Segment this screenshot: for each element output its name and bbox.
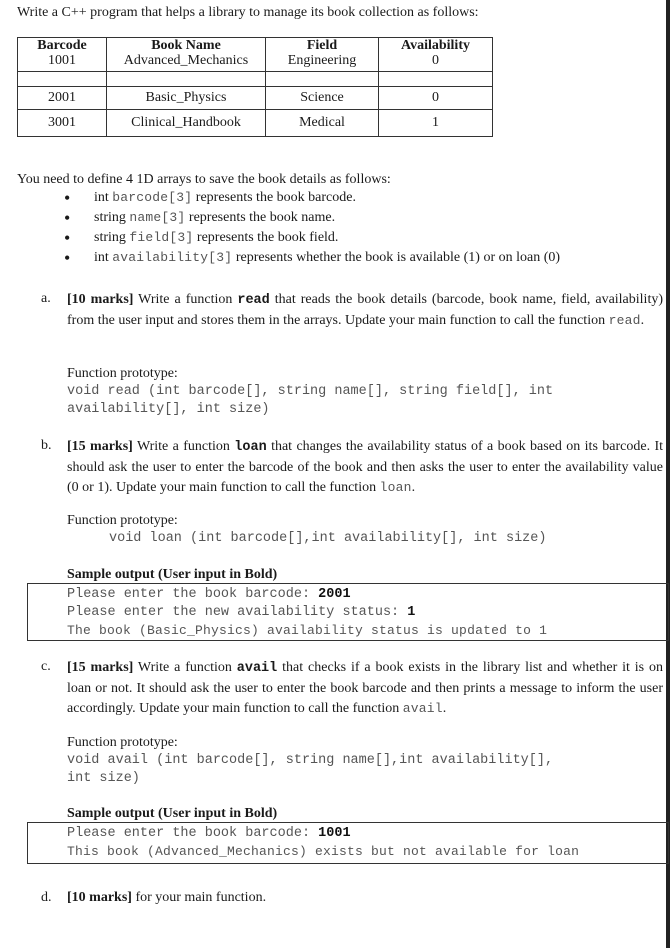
table-row [18,53,493,72]
part-c-sample-label: Sample output (User input in Bold) [67,806,278,821]
table-spacer-row [18,72,493,87]
header-availability: Availability [379,38,493,54]
part-d-description: [10 marks] for your main function. [67,890,267,905]
list-item: • int availability[3] represents whether the book is available (1) or on loan (0) [60,248,560,268]
part-b-letter: b. [41,438,52,453]
part-d-letter: d. [41,890,52,905]
book-table [17,37,493,137]
table-row [18,110,493,137]
part-b-proto-line1: void loan (int barcode[],int availability[], int size) [109,531,547,546]
scan-edge [666,0,670,948]
part-b-proto-label: Function prototype: [67,513,178,528]
table-header-row [18,38,493,54]
header-book-name: Book Name [107,38,266,54]
part-c-proto-line1: void avail (int barcode[], string name[],int availability[], [67,753,554,768]
part-b-description: [15 marks] Write a function loan that changes the availability status of a book based on its barcode. It should ask the user to enter the barcode of the book and then asks the user to enter the availability value (0 or 1). Update your main function to call the function loan. [67,439,664,495]
intro-text: Write a C++ program that helps a library to manage its book collection as follows: [17,5,479,20]
cell-availability: 1 [379,110,493,137]
part-b-sample-line: The book (Basic_Physics) availability status is updated to 1 [67,623,548,638]
list-item: • string name[3] represents the book name. [60,208,560,228]
cell-book-name: Clinical_Handbook [107,110,266,137]
part-c-description: [15 marks] Write a function avail that checks if a book exists in the library list and whether it is on loan or not. It should ask the user to enter the book barcode and then prints a message to inform the user accordingly. Update your main function to call the function avail. [67,660,663,716]
arrays-list [60,188,560,268]
part-c-proto-label: Function prototype: [67,735,178,750]
part-a-proto-line2: availability[], int size) [67,402,270,417]
list-item: • int barcode[3] represents the book barcode. [60,188,560,208]
header-field: Field [266,38,379,54]
cell-barcode: 2001 [18,87,107,110]
part-b-sample-line: Please enter the book barcode: 2001 [67,587,351,602]
cell-availability: 0 [379,53,493,72]
cell-barcode: 3001 [18,110,107,137]
table-row [18,87,493,110]
cell-availability: 0 [379,87,493,110]
cell-book-name: Advanced_Mechanics [107,53,266,72]
part-c-letter: c. [41,659,51,674]
cell-book-name: Basic_Physics [107,87,266,110]
part-c-proto-line2: int size) [67,771,140,786]
arrays-intro: You need to define 4 1D arrays to save the book details as follows: [17,172,391,187]
part-a-description: [10 marks] Write a function read that reads the book details (barcode, book name, field, availability) from the user input and stores them in the arrays. Update your main function to call the function read. [67,292,663,328]
part-b-sample-label: Sample output (User input in Bold) [67,567,278,582]
part-a-letter: a. [41,291,51,306]
cell-barcode: 1001 [18,53,107,72]
part-a-proto-line1: void read (int barcode[], string name[], string field[], int [67,384,554,399]
header-barcode: Barcode [18,38,107,54]
part-c-sample-line: Please enter the book barcode: 1001 [67,826,351,841]
cell-field: Science [266,87,379,110]
list-item: • string field[3] represents the book field. [60,228,560,248]
part-c-sample-line: This book (Advanced_Mechanics) exists but not available for loan [67,844,580,859]
cell-field: Engineering [266,53,379,72]
part-a-proto-label: Function prototype: [67,366,178,381]
cell-field: Medical [266,110,379,137]
part-b-sample-line: Please enter the new availability status: 1 [67,605,416,620]
